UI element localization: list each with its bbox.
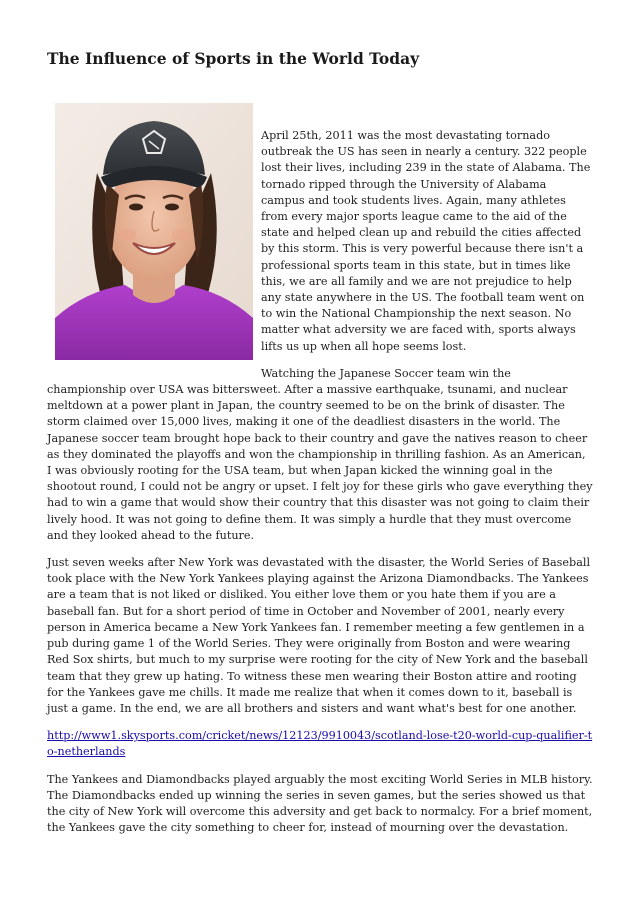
article-body — [47, 128, 593, 847]
paragraph-tornado: April 25th, 2011 was the most devastating tornado outbreak the US has seen in nearly a century. 322 people lost their lives, including 239 in the state of Alabama. The tornado ripped through the University of Alabama campus and took students lives. Again, many athletes from every major sports league came to the aid of the state and helped clean up and rebuild the cities affected by this storm. This is very powerful because there isn't a professional sports team in this state, but in times like this, we are all family and we are not prejudice to help any state anywhere in the US. The football team went on to win the National Championship the next season. No matter what adversity we are faced with, sports always lifts us up when all hope seems lost. — [261, 129, 591, 353]
link-paragraph — [47, 728, 593, 760]
paragraph-closing: The Yankees and Diamondbacks played arguably the most exciting World Series in MLB history. The Diamondbacks ended up winning the series in seven games, but the series showed us that the city of New York will overcome this adversity and get back to normalcy. For a brief moment, the Yankees gave the city something to cheer for, instead of mourning over the devastation. — [47, 772, 593, 835]
page-title: The Influence of Sports in the World Today — [47, 49, 420, 68]
paragraph-world-series: Just seven weeks after New York was devastated with the disaster, the World Series of Baseball took place with the New York Yankees playing against the Arizona Diamondbacks. The Yankees are a team that is not liked or disliked. You either love them or you hate them if you are a baseball fan. But for a short period of time in October and November of 2001, nearly every person in America became a New York Yankees fan. I remember meeting a few gentlemen in a pub during game 1 of the World Series. They were originally from Boston and were wearing Red Sox shirts, but much to my surprise were rooting for the city of New York and the baseball team that they grew up hating. To witness these men wearing their Boston attire and rooting for the Yankees gave me chills. It made me realize that when it comes down to it, baseball is just a game. In the end, we are all brothers and sisters and want what's best for one another. — [47, 556, 591, 715]
paragraph-japan-soccer: Watching the Japanese Soccer team win the championship over USA was bittersweet. After a massive earthquake, tsunami, and nuclear meltdown at a power plant in Japan, the country seemed to be on the brink of disaster. The storm claimed over 15,000 lives, making it one of the deadliest disasters in the world. The Japanese soccer team brought hope back to their country and gave the natives reason to cheer as they dominated the playoffs and won the championship in thrilling fashion. As an American, I was obviously rooting for the USA team, but when Japan kicked the winning goal in the shootout round, I could not be angry or upset. I felt joy for these girls who gave everything they had to win a game that would show their country that this disaster was not going to claim their lively hood. It was not going to define them. It was simply a hurdle that they must overcome and they looked ahead to the future. — [47, 366, 593, 542]
skysports-link[interactable]: http://www1.skysports.com/cricket/news/12123/9910043/scotland-lose-t20-world-cup-qualifier-to-netherlands — [47, 729, 593, 759]
image-float-spacer — [47, 128, 261, 377]
